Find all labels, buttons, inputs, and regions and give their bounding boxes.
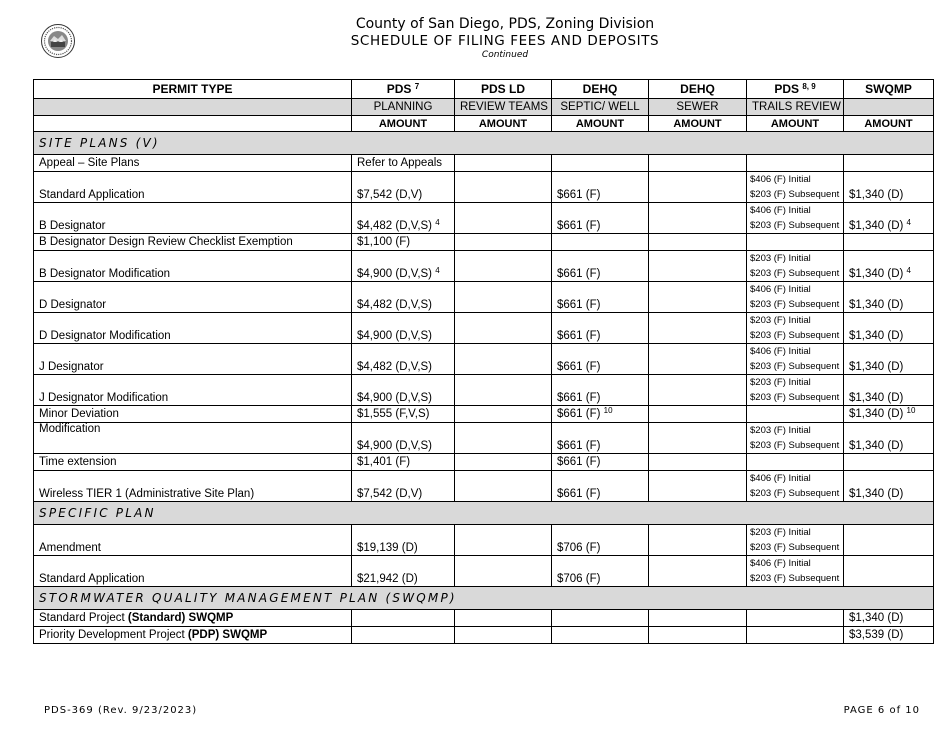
dehq-sewer-amount — [649, 556, 747, 587]
section-row — [34, 502, 934, 525]
pds-planning-amount — [352, 406, 455, 423]
dehq-septic-amount — [552, 234, 649, 251]
trails-fee-line: $203 (F) Subsequent — [750, 361, 840, 372]
trails-review-amount — [747, 406, 844, 423]
cell-text: $7,542 (D,V) — [357, 488, 423, 500]
cell-text: DEHQ — [582, 82, 618, 96]
pds-planning-amount — [352, 375, 455, 406]
dehq-sewer-amount — [649, 525, 747, 556]
dehq-sewer-amount — [649, 313, 747, 344]
swqmp-amount — [844, 234, 934, 251]
cell-text: $4,900 (D,V,S) — [357, 268, 433, 280]
pds-planning-amount — [352, 525, 455, 556]
amount-label — [352, 116, 455, 132]
fee-row — [34, 375, 934, 406]
swqmp-amount — [844, 313, 934, 344]
trails-fee-line: $203 (F) Subsequent — [750, 268, 840, 279]
cell-text: PDS — [386, 82, 412, 96]
amount-label — [552, 116, 649, 132]
cell-text: $661 (F) — [557, 440, 601, 452]
cell-text: B Designator Design Review Checklist Exemption — [39, 236, 293, 248]
cell-text: $706 (F) — [557, 542, 601, 554]
cell-text: J Designator Modification — [39, 392, 169, 404]
cell-text: DEHQ — [680, 82, 715, 96]
pds-planning-amount — [352, 282, 455, 313]
cell-text: $7,542 (D,V) — [357, 189, 423, 201]
cell-text: $661 (F) — [557, 488, 601, 500]
swqmp-amount — [844, 406, 934, 423]
dehq-sewer-amount — [649, 172, 747, 203]
cell-text: Appeal – Site Plans — [39, 157, 140, 169]
cell-text: $1,401 (F) — [357, 456, 411, 468]
fee-row — [34, 313, 934, 344]
column-subheader — [844, 99, 934, 116]
pds-ld-amount — [455, 203, 552, 234]
trails-review-amount — [747, 313, 844, 344]
permit-type — [34, 406, 352, 423]
dehq-septic-amount — [552, 172, 649, 203]
trails-fee-line: $203 (F) Initial — [750, 425, 811, 436]
amount-label — [34, 116, 352, 132]
permit-type — [34, 344, 352, 375]
trails-fee-line: $406 (F) Initial — [750, 205, 811, 216]
cell-text: $1,100 (F) — [357, 236, 411, 248]
trails-review-amount — [747, 172, 844, 203]
trails-fee-line: $203 (F) Initial — [750, 527, 811, 538]
section-title — [34, 587, 934, 610]
cell-text: PERMIT TYPE — [152, 82, 233, 96]
column-header — [352, 80, 455, 99]
cell-text: $661 (F) — [557, 299, 601, 311]
document-title: County of San Diego, PDS, Zoning Division — [355, 16, 655, 32]
column-subheader — [649, 99, 747, 116]
cell-text: Wireless TIER 1 (Administrative Site Plan) — [39, 488, 255, 500]
dehq-septic-amount — [552, 344, 649, 375]
pds-planning-amount — [352, 610, 455, 627]
permit-type — [34, 627, 352, 644]
permit-type-bold: (Standard) SWQMP — [127, 612, 234, 624]
amount-label — [649, 116, 747, 132]
pds-ld-amount — [455, 251, 552, 282]
fee-row — [34, 234, 934, 251]
column-header — [844, 80, 934, 99]
pds-ld-amount — [455, 282, 552, 313]
footnote-ref: 4 — [906, 218, 911, 227]
pds-ld-amount — [455, 556, 552, 587]
dehq-septic-amount — [552, 627, 649, 644]
cell-text: AMOUNT — [673, 117, 722, 130]
pds-ld-amount — [455, 313, 552, 344]
dehq-sewer-amount — [649, 406, 747, 423]
pds-planning-amount — [352, 313, 455, 344]
dehq-sewer-amount — [649, 454, 747, 471]
cell-text: AMOUNT — [478, 117, 528, 130]
cell-text: D Designator Modification — [39, 330, 171, 342]
trails-fee-line: $203 (F) Subsequent — [750, 440, 840, 451]
trails-review-amount — [747, 471, 844, 502]
pds-ld-amount — [455, 525, 552, 556]
fee-schedule-table — [33, 79, 934, 644]
dehq-septic-amount — [552, 313, 649, 344]
swqmp-amount — [844, 471, 934, 502]
fee-row — [34, 203, 934, 234]
cell-text: AMOUNT — [378, 117, 428, 130]
dehq-septic-amount — [552, 525, 649, 556]
trails-review-amount — [747, 155, 844, 172]
cell-text: $4,900 (D,V,S) — [357, 440, 433, 452]
cell-text: Minor Deviation — [39, 408, 119, 420]
swqmp-amount — [844, 556, 934, 587]
pds-ld-amount — [455, 344, 552, 375]
permit-type — [34, 525, 352, 556]
trails-fee-line: $406 (F) Initial — [750, 284, 811, 295]
fee-row — [34, 172, 934, 203]
amount-label — [747, 116, 844, 132]
cell-text: REVIEW TEAMS — [460, 101, 548, 113]
trails-fee-line: $203 (F) Subsequent — [750, 220, 840, 231]
trails-review-amount — [747, 344, 844, 375]
pds-ld-amount — [455, 155, 552, 172]
cell-text: $19,139 (D) — [357, 542, 418, 554]
cell-text: $4,900 (D,V,S) — [357, 392, 433, 404]
cell-text: Amendment — [39, 542, 102, 554]
trails-fee-line: $203 (F) Subsequent — [750, 573, 840, 584]
swqmp-amount — [844, 172, 934, 203]
cell-text: $661 (F) — [557, 456, 601, 468]
dehq-sewer-amount — [649, 627, 747, 644]
cell-text: SPECIFIC PLAN — [39, 506, 156, 520]
cell-text: $1,340 (D) — [849, 612, 904, 624]
column-header — [455, 80, 552, 99]
pds-planning-amount — [352, 627, 455, 644]
fee-row — [34, 155, 934, 172]
fee-row — [34, 556, 934, 587]
swqmp-amount — [844, 423, 934, 454]
cell-text: SWQMP — [865, 82, 912, 96]
cell-text: $1,555 (F,V,S) — [357, 408, 430, 420]
dehq-septic-amount — [552, 155, 649, 172]
permit-type — [34, 423, 352, 454]
fee-rows — [34, 132, 934, 644]
pds-planning-amount — [352, 172, 455, 203]
cell-text: B Designator Modification — [39, 268, 171, 280]
cell-text: $661 (F) — [557, 220, 601, 232]
cell-text: Time extension — [39, 456, 117, 468]
section-row — [34, 132, 934, 155]
cell-text: AMOUNT — [864, 117, 913, 130]
dehq-sewer-amount — [649, 282, 747, 313]
pds-planning-amount — [352, 155, 455, 172]
dehq-sewer-amount — [649, 471, 747, 502]
dehq-sewer-amount — [649, 610, 747, 627]
trails-fee-line: $406 (F) Initial — [750, 174, 811, 185]
column-header — [649, 80, 747, 99]
trails-fee-line: $203 (F) Subsequent — [750, 392, 840, 403]
cell-text: J Designator — [39, 361, 104, 373]
section-row — [34, 587, 934, 610]
pds-ld-amount — [455, 627, 552, 644]
fee-row — [34, 406, 934, 423]
dehq-sewer-amount — [649, 344, 747, 375]
pds-planning-amount — [352, 454, 455, 471]
trails-review-amount — [747, 627, 844, 644]
trails-fee-line: $406 (F) Initial — [750, 558, 811, 569]
permit-type — [34, 155, 352, 172]
dehq-sewer-amount — [649, 155, 747, 172]
cell-text: $1,340 (D) — [849, 299, 904, 311]
column-subheader — [352, 99, 455, 116]
trails-fee-line: $203 (F) Initial — [750, 377, 811, 388]
cell-text: $1,340 (D) — [849, 330, 904, 342]
pds-planning-amount — [352, 344, 455, 375]
swqmp-amount — [844, 251, 934, 282]
cell-text: $1,340 (D) — [849, 220, 904, 232]
cell-text: $706 (F) — [557, 573, 601, 585]
document-header — [0, 16, 950, 61]
swqmp-amount — [844, 627, 934, 644]
permit-type — [34, 375, 352, 406]
fee-row — [34, 454, 934, 471]
cell-text: $1,340 (D) — [849, 268, 904, 280]
trails-fee-line: $406 (F) Initial — [750, 346, 811, 357]
swqmp-amount — [844, 610, 934, 627]
fee-row — [34, 344, 934, 375]
dehq-sewer-amount — [649, 203, 747, 234]
column-header — [747, 80, 844, 99]
swqmp-amount — [844, 454, 934, 471]
permit-type-bold: (PDP) SWQMP — [187, 629, 268, 641]
column-subheader — [34, 99, 352, 116]
fee-row — [34, 423, 934, 454]
cell-text: $661 (F) — [557, 408, 601, 420]
cell-text: $1,340 (D) — [849, 488, 904, 500]
amount-label — [455, 116, 552, 132]
header-row-amount — [34, 116, 934, 132]
dehq-septic-amount — [552, 471, 649, 502]
cell-text: Standard Application — [39, 189, 145, 201]
footnote-ref: 7 — [414, 82, 420, 91]
permit-type — [34, 610, 352, 627]
trails-review-amount — [747, 234, 844, 251]
pds-ld-amount — [455, 234, 552, 251]
swqmp-amount — [844, 155, 934, 172]
cell-text: PDS LD — [480, 82, 525, 96]
trails-review-amount — [747, 525, 844, 556]
pds-planning-amount — [352, 423, 455, 454]
column-header — [552, 80, 649, 99]
dehq-septic-amount — [552, 251, 649, 282]
section-title — [34, 132, 934, 155]
trails-fee-line: $203 (F) Subsequent — [750, 542, 840, 553]
footnote-ref: 10 — [603, 406, 613, 415]
cell-text: SEWER — [676, 101, 719, 113]
dehq-septic-amount — [552, 423, 649, 454]
pds-ld-amount — [455, 471, 552, 502]
cell-text: Standard Project — [39, 612, 128, 624]
cell-text: $3,539 (D) — [849, 629, 904, 641]
permit-type — [34, 471, 352, 502]
trails-fee-line: $203 (F) Initial — [750, 253, 811, 264]
swqmp-amount — [844, 375, 934, 406]
cell-text: SEPTIC/ WELL — [560, 101, 640, 113]
section-title — [34, 502, 934, 525]
fee-row — [34, 471, 934, 502]
trails-review-amount — [747, 282, 844, 313]
dehq-sewer-amount — [649, 423, 747, 454]
fee-row — [34, 610, 934, 627]
page-number: PAGE 6 of 10 — [843, 705, 920, 716]
permit-type — [34, 282, 352, 313]
fee-row — [34, 251, 934, 282]
cell-text: Priority Development Project — [39, 629, 188, 641]
cell-text: $4,900 (D,V,S) — [357, 330, 433, 342]
swqmp-amount — [844, 344, 934, 375]
cell-text: $661 (F) — [557, 268, 601, 280]
footnote-ref: 8, 9 — [802, 82, 816, 91]
permit-type — [34, 203, 352, 234]
cell-text: B Designator — [39, 220, 106, 232]
trails-fee-line: $203 (F) Subsequent — [750, 299, 840, 310]
cell-text: TRAILS REVIEW — [752, 101, 841, 113]
trails-review-amount — [747, 251, 844, 282]
swqmp-amount — [844, 203, 934, 234]
cell-text: Refer to Appeals — [357, 157, 443, 169]
form-number: PDS-369 (Rev. 9/23/2023) — [44, 705, 198, 716]
trails-review-amount — [747, 375, 844, 406]
pds-planning-amount — [352, 471, 455, 502]
fee-row — [34, 525, 934, 556]
footnote-ref: 4 — [906, 266, 911, 275]
cell-text: PDS — [774, 82, 799, 96]
footnote-ref: 4 — [435, 266, 440, 275]
cell-text: AMOUNT — [575, 117, 625, 130]
pds-ld-amount — [455, 375, 552, 406]
dehq-septic-amount — [552, 406, 649, 423]
pds-ld-amount — [455, 172, 552, 203]
fee-row — [34, 627, 934, 644]
cell-text: AMOUNT — [770, 117, 820, 130]
cell-text: $4,482 (D,V,S) — [357, 220, 433, 232]
cell-text: SITE PLANS (V) — [39, 136, 160, 150]
dehq-sewer-amount — [649, 234, 747, 251]
footnote-ref: 4 — [435, 218, 440, 227]
footnote-ref: 10 — [906, 406, 916, 415]
cell-text: Modification — [39, 423, 101, 435]
permit-type — [34, 251, 352, 282]
cell-text: $4,482 (D,V,S) — [357, 299, 433, 311]
cell-text: $1,340 (D) — [849, 189, 904, 201]
trails-fee-line: $203 (F) Subsequent — [750, 488, 840, 499]
permit-type — [34, 556, 352, 587]
cell-text: $661 (F) — [557, 392, 601, 404]
pds-ld-amount — [455, 610, 552, 627]
pds-ld-amount — [455, 406, 552, 423]
pds-ld-amount — [455, 423, 552, 454]
pds-planning-amount — [352, 203, 455, 234]
permit-type — [34, 454, 352, 471]
document-subtitle: SCHEDULE OF FILING FEES AND DEPOSITS — [350, 33, 660, 49]
dehq-septic-amount — [552, 556, 649, 587]
trails-fee-line: $203 (F) Subsequent — [750, 189, 840, 200]
dehq-septic-amount — [552, 375, 649, 406]
trails-review-amount — [747, 203, 844, 234]
permit-type — [34, 313, 352, 344]
continued-note: Continued — [481, 50, 529, 60]
pds-planning-amount — [352, 234, 455, 251]
trails-fee-line: $203 (F) Initial — [750, 315, 811, 326]
cell-text: $661 (F) — [557, 361, 601, 373]
cell-text: D Designator — [39, 299, 107, 311]
permit-type — [34, 172, 352, 203]
cell-text: $4,482 (D,V,S) — [357, 361, 433, 373]
swqmp-amount — [844, 525, 934, 556]
cell-text: PLANNING — [373, 101, 433, 113]
swqmp-amount — [844, 282, 934, 313]
cell-text: $21,942 (D) — [357, 573, 418, 585]
fee-row — [34, 282, 934, 313]
permit-type — [34, 234, 352, 251]
column-subheader — [455, 99, 552, 116]
amount-label — [844, 116, 934, 132]
cell-text: STORMWATER QUALITY MANAGEMENT PLAN (SWQMP) — [39, 591, 457, 605]
cell-text: $661 (F) — [557, 189, 601, 201]
column-header — [34, 80, 352, 99]
dehq-sewer-amount — [649, 251, 747, 282]
dehq-septic-amount — [552, 282, 649, 313]
trails-fee-line: $203 (F) Subsequent — [750, 330, 840, 341]
trails-review-amount — [747, 454, 844, 471]
dehq-septic-amount — [552, 610, 649, 627]
cell-text: $1,340 (D) — [849, 361, 904, 373]
column-subheader — [747, 99, 844, 116]
header-row-subtitles — [34, 99, 934, 116]
dehq-septic-amount — [552, 454, 649, 471]
dehq-septic-amount — [552, 203, 649, 234]
cell-text: $1,340 (D) — [849, 440, 904, 452]
cell-text: $1,340 (D) — [849, 392, 904, 404]
header-row-names — [34, 80, 934, 99]
column-subheader — [552, 99, 649, 116]
cell-text: Standard Application — [39, 573, 145, 585]
cell-text: $1,340 (D) — [849, 408, 904, 420]
trails-review-amount — [747, 423, 844, 454]
pds-ld-amount — [455, 454, 552, 471]
cell-text: $661 (F) — [557, 330, 601, 342]
dehq-sewer-amount — [649, 375, 747, 406]
trails-fee-line: $406 (F) Initial — [750, 473, 811, 484]
trails-review-amount — [747, 610, 844, 627]
pds-planning-amount — [352, 556, 455, 587]
trails-review-amount — [747, 556, 844, 587]
pds-planning-amount — [352, 251, 455, 282]
